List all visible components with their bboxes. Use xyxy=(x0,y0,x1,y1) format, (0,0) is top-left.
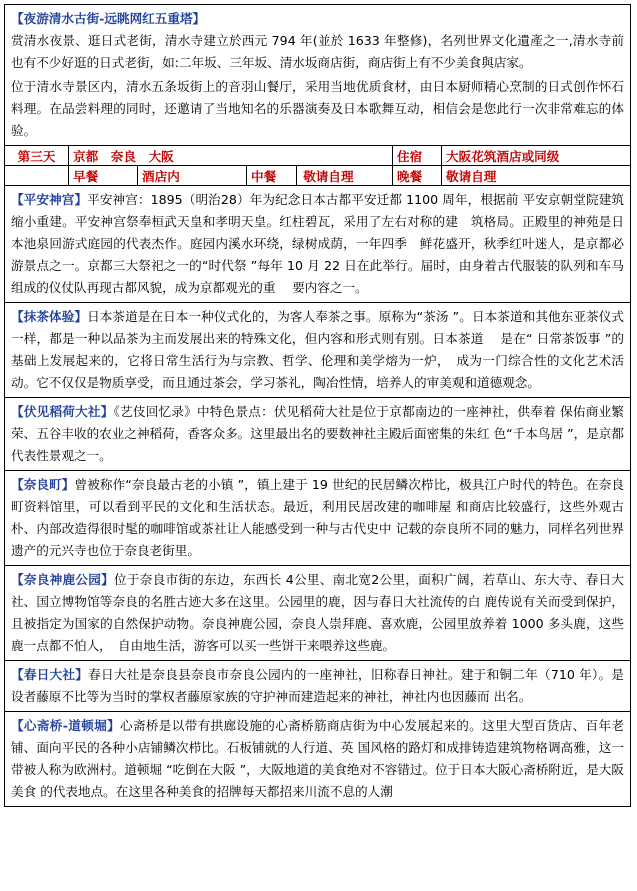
section-text: 平安神宫：1895（明治28）年为纪念日本古都平安迁都 1100 周年，根据前 平安京朝堂院建筑缩小重建。平安神宫祭奉桓武天皇和孝明天皇。红柱碧瓦，采用了左右对称的建 筑格局。正殿里的神苑是日本池泉回游式庭园的代表杰作。庭园内溪水环绕，绿树成荫，一年四季 鲜花盛开，秋季红叶迷人，是京都必游景点之一。京都三大祭祀之一的“时代祭 ”每年 10 月 22 日在此举行。届时，由身着古代服装的队列和车马组成的仪仗队再现古都风貌，成为京都观光的重 要内容之一。 xyxy=(11,192,625,295)
hotel-text: 大阪花筑酒店或同级 xyxy=(442,146,631,166)
sightseeing-section xyxy=(5,712,630,806)
section-tag: 【夜游清水古街-远眺网红五重塔】 xyxy=(11,11,206,26)
day-header xyxy=(5,146,630,186)
sightseeing-section xyxy=(5,471,630,566)
section-paragraph: 赏清水夜景、逛日式老街，清水寺建立於西元 794 年(並於 1633 年整修)，名列世界文化遺產之一,清水寺前也有不少好逛的日式老街，如:二年坂、三年坂、清水坂商店街，商店街上有不少美食與店家。 xyxy=(11,33,624,70)
section-paragraph: 位于清水寺景区内，清水五条坂街上的音羽山餐厅，采用当地优质食材，由日本厨师精心烹制的日式创作怀石料理。在品尝料理的同时，还邀请了当地知名的乐器演奏及日本歌舞互动，相信会是您此行一次非常难忘的体验。 xyxy=(11,79,624,138)
lunch-text: 敬请自理 xyxy=(296,166,353,185)
section-tag: 【春日大社】 xyxy=(11,667,89,682)
itinerary-sheet xyxy=(4,4,631,807)
section-tag: 【奈良神鹿公园】 xyxy=(11,572,115,587)
sightseeing-section xyxy=(5,186,630,303)
sightseeing-section xyxy=(5,661,630,712)
section-tag: 【伏见稻荷大社】 xyxy=(11,404,114,419)
section-text: 曾被称作“奈良最古老的小镇 ”，镇上建于 19 世纪的民居鳞次栉比，极具江户时代的特色。在奈良町资料馆里，可以看到平民的文化和生活状态。最近，利用民居改建的咖啡屋 和商店比较盛行，这些外观古朴、内部改造得很时髦的咖啡馆或茶社让人能感受到一种与古代史中 记载的奈良所不同的魅力，同样名列世界遗产的元兴寺也位于奈良老街里。 xyxy=(11,477,624,558)
section-tag: 【奈良町】 xyxy=(11,477,75,492)
night-tour-section xyxy=(5,5,630,146)
section-text: 日本茶道是在日本一种仪式化的，为客人奉茶之事。原称为“茶汤 ”。日本茶道和其他东亚茶仪式一样，都是一种以品茶为主而发展出来的特殊文化，但内容和形式则有别。日本茶道 是在“ 日常茶饭事 ”的基础上发展起来的，它将日常生活行为与宗教、哲学、伦理和美学熔为一炉， 成为一门综合性的文化艺术活动。它不仅仅是物质享受，而且通过茶会，学习茶礼，陶冶性情，培养人的审美观和道德观念。 xyxy=(11,309,624,390)
section-text: 《艺伎回忆录》中特色景点：伏见稻荷大社是位于京都南边的一座神社，供奉着 保佑商业繁荣、五谷丰收的农业之神稻荷，香客众多。这里最出名的要数神社主殿后面密集的朱红 色“千本鸟居 ”，是京都代表性景观之一。 xyxy=(11,404,624,463)
route-text: 京都 奈良 大阪 xyxy=(69,146,393,166)
sightseeing-section xyxy=(5,566,630,661)
stay-label: 住宿 xyxy=(393,146,442,166)
dinner-text: 敬请自理 xyxy=(446,169,497,184)
breakfast-text: 酒店内 xyxy=(138,166,247,186)
section-tag: 【平安神宫】 xyxy=(11,192,88,207)
section-tag: 【抹茶体验】 xyxy=(11,309,88,324)
section-text: 位于奈良市街的东边，东西长 4公里、南北宽2公里，面积广阔，若草山、东大寺、春日大社、国立博物馆等奈良的名胜古迹大多在这里。公园里的鹿，因与春日大社流传的白 鹿传说有关而受到保护，且被指定为国家的自然保护动物。奈良神鹿公园，奈良人崇拜鹿、喜欢鹿，公园里放养着 1000 多头鹿，这些鹿一点都不怕人， 自由地生活，游客可以买一些饼干来喂养这些鹿。 xyxy=(11,572,625,653)
breakfast-label: 早餐 xyxy=(69,166,138,186)
day-label: 第三天 xyxy=(5,146,69,166)
lunch-label: 中餐 xyxy=(251,169,277,184)
lunch-cell xyxy=(247,166,393,186)
section-tag: 【心斋桥-道顿堀】 xyxy=(11,718,121,733)
sightseeing-section xyxy=(5,303,630,398)
day-header-table xyxy=(5,146,630,185)
section-text: 春日大社是奈良县奈良市奈良公园内的一座神社，旧称春日神社。建于和铜二年（710 年）。是设者藤原不比等为当时的掌权者藤原家族的守护神而建造起来的神社，神社内也因藤而 出名。 xyxy=(11,667,624,704)
section-text: 心斋桥是以带有拱廊设施的心斋桥筋商店街为中心发展起来的。这里大型百货店、百年老铺、面向平民的各种小店铺鳞次栉比。石板铺就的人行道、英 国风格的路灯和成排铸造建筑物格调高雅，这一带被人称为欧洲村。道顿堀 “吃倒在大阪 ”，大阪地道的美食绝对不容错过。位于日本大阪心斋桥附近，是大阪美食 的代表地点。在这里各种美食的招牌每天都招来川流不息的人潮 xyxy=(11,718,624,799)
sightseeing-section xyxy=(5,398,630,471)
dinner-label: 晚餐 xyxy=(393,166,442,186)
